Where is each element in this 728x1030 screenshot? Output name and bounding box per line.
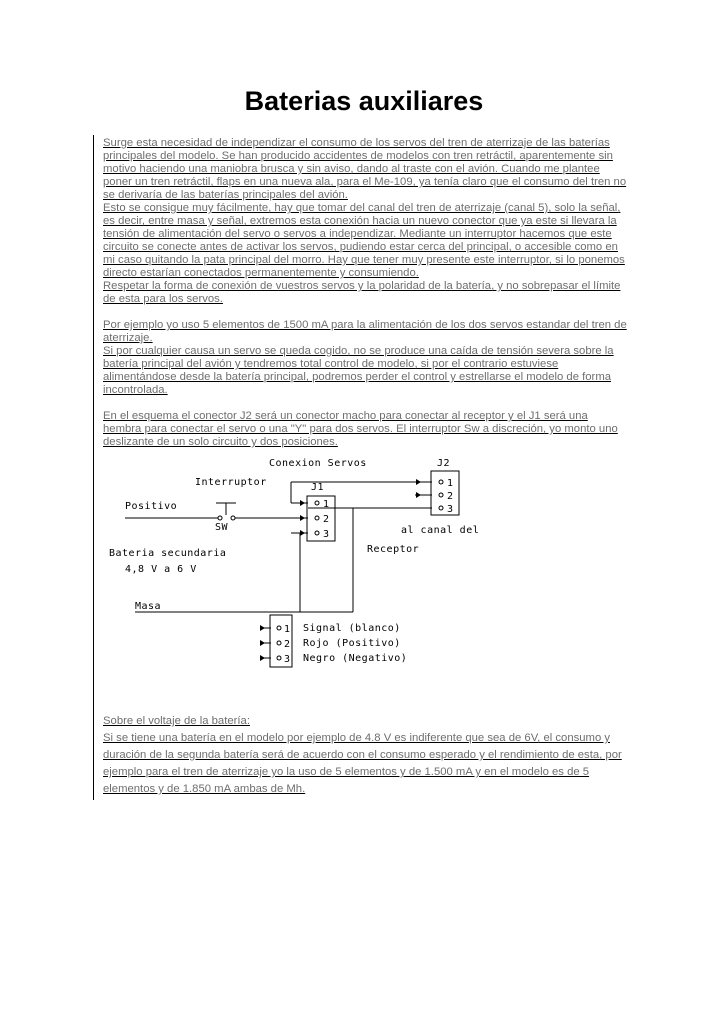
paragraph-schema: En el esquema el conector J2 será un conector macho para conectar al receptor y el J1 será una hembra para conectar el servo o una "Y" para dos servos. El interruptor Sw a discreción, yo monto uno deslizante de un solo circuito y dos posiciones. <box>103 410 618 448</box>
j2-pin2: 2 <box>447 491 454 502</box>
left-margin-rule <box>93 135 94 800</box>
label-positivo: Positivo <box>125 501 178 512</box>
section-heading: Sobre el voltaje de la batería: <box>103 715 250 727</box>
label-j1: J1 <box>311 482 325 493</box>
paragraph-method: Esto se consigue muy fácilmente, hay que tomar del canal del tren de aterrizaje (canal 5), solo la señal, es decir, entre masa y señal, extremos esta conexión hacia un nuevo conector que ya este si llevara la tensión de alimentación del servo o servos a independizar. Mediante un interruptor hacemos que este circuito se conecte antes de activar los servos, pudiendo estar cerca del principal, o accesible como en mi caso quitando la pata principal del morro. Hay que tener muy presente este interruptor, si lo ponemos directo estarían conectados permanentemente y consumiendo. <box>103 202 625 279</box>
article-body <box>103 137 627 449</box>
paragraph-failure: Si por cualquier causa un servo se queda cogido, no se produce una caída de tensión severa sobre la batería principal del avión y tendremos total control de modelo, si por el contrario estuviese alimentándose desde la batería principal, podremos perder el control y estrellarse el modelo de forma incontrolada. <box>103 345 614 396</box>
label-canal: al canal del <box>401 525 480 536</box>
j1-pin3: 3 <box>323 529 330 540</box>
legend-pin3: 3 <box>284 654 291 665</box>
paragraph-intro: Surge esta necesidad de independizar el consumo de los servos del tren de aterrizaje de las baterías principales del modelo. Se han producido accidentes de modelos con tren retráctil, aparentemente sin motivo haciendo una maniobra brusca y sin aviso, dando al traste con el avión. Cuando me plantee poner un tren retráctil, flaps en una nueva ala, para el Me-109, ya tenía claro que el consumo del tren no se derivaría de las baterías principales del avión. <box>103 137 627 201</box>
legend-negro: Negro (Negativo) <box>303 653 408 664</box>
label-sw: SW <box>215 522 229 533</box>
circuit-schematic <box>95 452 515 682</box>
legend-pin1: 1 <box>284 624 291 635</box>
j1-pin1: 1 <box>323 499 330 510</box>
j2-pin1: 1 <box>447 478 454 489</box>
section-text: Si se tiene una batería en el modelo por ejemplo de 4.8 V es indiferente que sea de 6V, el consumo y duración de la segunda batería será de acuerdo con el consumo esperado y el rendimiento de esta, por ejemplo para el tren de aterrizaje yo la uso de 5 elementos y de 1.500 mA y en el modelo es de 5 elementos y de 1.850 mA ambas de Mh. <box>103 732 622 795</box>
label-interruptor: Interruptor <box>195 477 267 488</box>
label-voltaje: 4,8 V a 6 V <box>125 564 197 575</box>
schematic-title: Conexion Servos <box>269 458 367 469</box>
label-j2: J2 <box>437 458 451 469</box>
label-bateria: Bateria secundaria <box>109 548 227 559</box>
paragraph-polarity: Respetar la forma de conexión de vuestros servos y la polaridad de la batería, y no sobrepasar el límite de esta para los servos. <box>103 280 621 305</box>
j1-pin2: 2 <box>323 514 330 525</box>
legend-signal: Signal (blanco) <box>303 623 401 634</box>
label-masa: Masa <box>135 601 162 612</box>
page-title: Baterias auxiliares <box>244 86 484 116</box>
j2-pin3: 3 <box>447 504 454 515</box>
legend-pin2: 2 <box>284 639 291 650</box>
paragraph-example: Por ejemplo yo uso 5 elementos de 1500 mA para la alimentación de los dos servos estandar del tren de aterrizaje. <box>103 319 627 344</box>
legend-rojo: Rojo (Positivo) <box>303 638 401 649</box>
label-receptor: Receptor <box>367 544 420 555</box>
battery-voltage-section <box>103 713 627 798</box>
